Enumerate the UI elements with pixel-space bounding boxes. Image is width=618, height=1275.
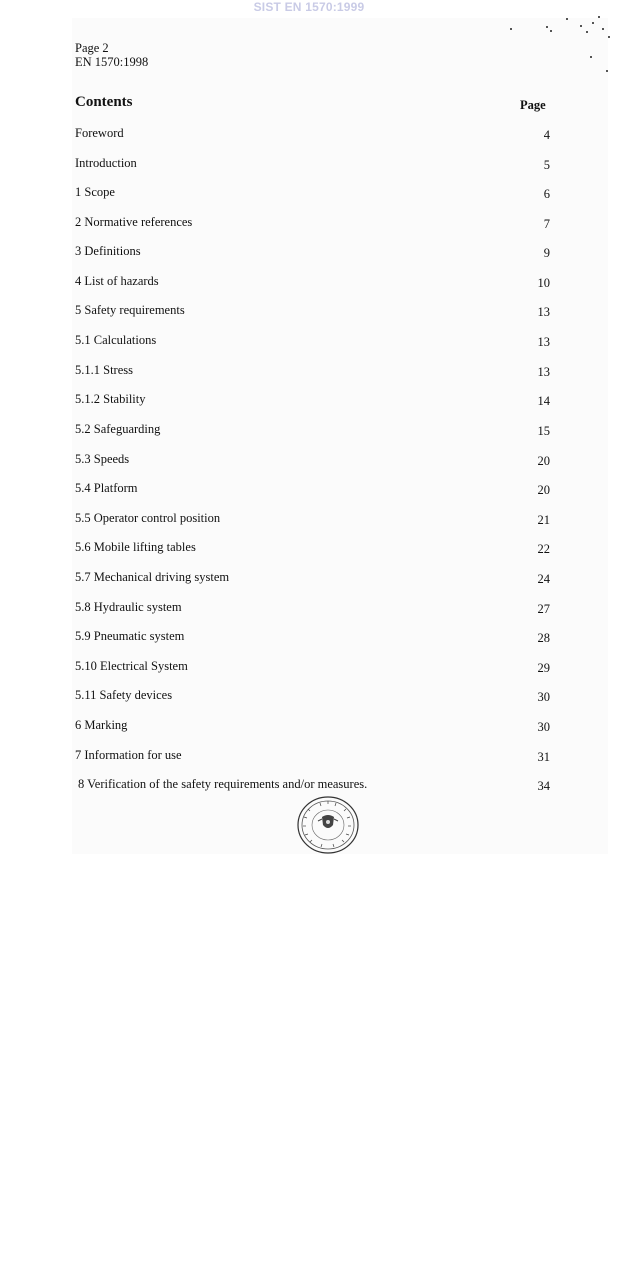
toc-entry-label: 5.1.1 Stress xyxy=(75,363,133,377)
toc-entry-page: 30 xyxy=(537,720,550,734)
toc-entry-label: 5.3 Speeds xyxy=(75,452,130,466)
toc-entry xyxy=(75,303,550,319)
toc-entry xyxy=(75,511,550,527)
toc-entry-page: 15 xyxy=(537,424,550,438)
toc-entry-page: 10 xyxy=(537,276,550,290)
toc-entry xyxy=(75,659,550,675)
toc-entry-label: 5.1.2 Stability xyxy=(75,392,146,406)
toc-entry-label: 1 Scope xyxy=(75,185,115,199)
toc-entry xyxy=(75,748,550,764)
toc-entry-label: 5.1 Calculations xyxy=(75,333,157,347)
toc-entry-label: 5.5 Operator control position xyxy=(75,511,221,525)
toc-entry xyxy=(75,688,550,704)
toc-entry-label: 7 Information for use xyxy=(75,748,182,762)
toc-entry-label: 5 Safety requirements xyxy=(75,303,185,317)
toc-entry-page: 29 xyxy=(537,661,550,675)
toc-entry-page: 28 xyxy=(537,631,550,645)
toc-entry-page: 9 xyxy=(543,246,550,260)
toc-entry-page: 7 xyxy=(543,217,550,231)
toc-entry-label: 5.11 Safety devices xyxy=(75,688,173,702)
toc-entry-page: 21 xyxy=(537,513,550,527)
toc-entry-page: 14 xyxy=(537,394,550,408)
scan-specks xyxy=(500,12,610,82)
toc-entry xyxy=(75,215,550,231)
page-header xyxy=(75,41,148,69)
toc-entry-page: 13 xyxy=(537,335,550,349)
toc-entry-label: 2 Normative references xyxy=(75,215,193,229)
toc-entry-label: 5.10 Electrical System xyxy=(75,659,188,673)
toc-entry xyxy=(75,333,550,349)
toc-entry xyxy=(75,570,550,586)
toc-entry xyxy=(75,392,550,408)
toc-entry-page: 34 xyxy=(537,779,550,793)
toc-entry xyxy=(75,481,550,497)
toc-entry-page: 31 xyxy=(537,750,550,764)
toc-entry-label: 8 Verification of the safety requirements and/or measures. xyxy=(78,777,368,791)
toc-entry xyxy=(75,629,550,645)
toc-entry xyxy=(75,274,550,290)
toc-entry-label: Introduction xyxy=(75,156,137,170)
toc-entry xyxy=(75,244,550,260)
toc-entry xyxy=(75,422,550,438)
toc-entry-page: 13 xyxy=(537,365,550,379)
toc-entry-page: 5 xyxy=(543,158,550,172)
toc-entry-page: 20 xyxy=(537,483,550,497)
toc-entry-label: 4 List of hazards xyxy=(75,274,159,288)
page-number: Page 2 xyxy=(75,41,109,55)
toc-entry-label: 5.9 Pneumatic system xyxy=(75,629,185,643)
watermark: SIST EN 1570:1999 xyxy=(253,0,365,14)
toc-entry xyxy=(75,363,550,379)
toc-entry-label: 5.7 Mechanical driving system xyxy=(75,570,230,584)
toc-entry-label: 5.4 Platform xyxy=(75,481,138,495)
toc-entry-label: 3 Definitions xyxy=(75,244,141,258)
toc-entry xyxy=(75,452,550,468)
toc-entry-page: 6 xyxy=(543,187,550,201)
toc-entry xyxy=(75,156,550,172)
toc-entry xyxy=(75,718,550,734)
toc-entry-label: 5.6 Mobile lifting tables xyxy=(75,540,196,554)
toc-entry-page: 30 xyxy=(537,690,550,704)
seal-icon xyxy=(296,795,360,855)
toc-entry-page: 13 xyxy=(537,305,550,319)
toc-entry xyxy=(75,600,550,616)
official-seal xyxy=(296,795,360,855)
toc-entry-label: 5.2 Safeguarding xyxy=(75,422,161,436)
toc-entry-label: Foreword xyxy=(75,126,124,140)
toc-entry xyxy=(75,185,550,201)
toc-entry-page: 20 xyxy=(537,454,550,468)
toc-entry-page: 22 xyxy=(537,542,550,556)
toc-entry-page: 24 xyxy=(537,572,550,586)
toc-entry xyxy=(75,540,550,556)
contents-title: Contents xyxy=(75,94,133,110)
page-column-heading: Page xyxy=(520,98,546,112)
standard-number: EN 1570:1998 xyxy=(75,55,149,69)
toc-entry-page: 27 xyxy=(537,602,550,616)
toc-entry xyxy=(75,126,550,142)
toc-entry-page: 4 xyxy=(543,128,550,142)
toc-entry xyxy=(75,777,550,793)
toc-entry-label: 6 Marking xyxy=(75,718,128,732)
toc-entry-label: 5.8 Hydraulic system xyxy=(75,600,182,614)
